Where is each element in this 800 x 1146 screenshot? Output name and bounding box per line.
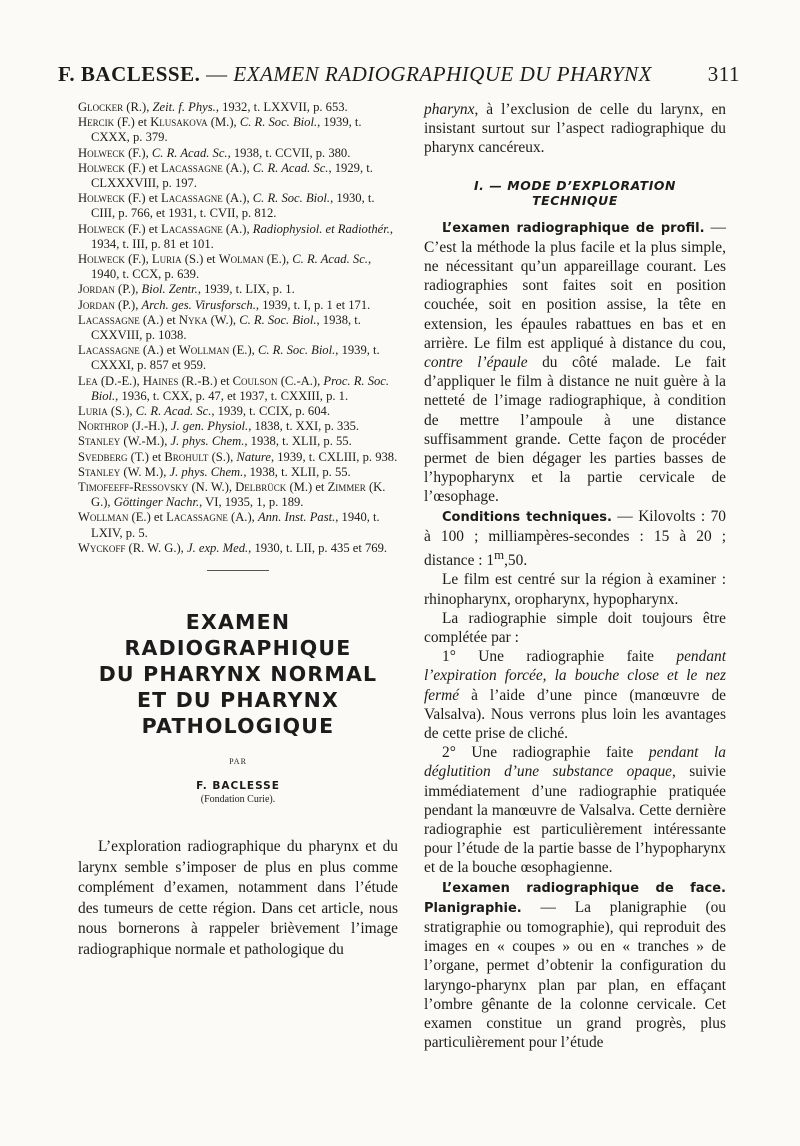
ref-text: (A.), [222, 160, 253, 175]
profil-paragraph [424, 218, 726, 507]
reference-item [78, 161, 398, 191]
ref-journal: J. exp. Med. [186, 540, 249, 555]
ref-author: Holweck [78, 145, 125, 160]
ref-author: Lacassagne [78, 312, 140, 327]
header-dash: — [200, 62, 234, 86]
ref-author: Glocker [78, 100, 124, 114]
ref-author: Wollman [78, 510, 129, 525]
ref-text: (W. M.), [120, 464, 170, 479]
ref-text: , 1939, t. CXLIII, p. 938. [270, 449, 398, 464]
ref-text: (E.), [263, 252, 293, 267]
item1-italic: pendant l’expiration forcée, la bouche close et le nez fermé [424, 648, 726, 704]
running-header [58, 62, 740, 92]
ref-author: Jordan [78, 297, 115, 312]
ref-text: (S.), [107, 404, 136, 419]
ref-author: Hercik [78, 115, 115, 130]
ref-text: , 1930, t. LII, p. 435 et 769. [248, 540, 388, 555]
conditions-text-b: ,50. [504, 552, 528, 570]
profil-italic: contre l’épaule [424, 354, 528, 372]
ref-journal: Arch. ges. Virusforsch. [141, 297, 256, 312]
ref-author: Brohult [164, 449, 209, 464]
pharynx-word: pharynx [424, 101, 475, 118]
reference-item [78, 343, 398, 373]
ref-journal: C. R. Soc. Biol. [252, 191, 331, 206]
ref-journal: Radiophysiol. et Radiothér. [252, 221, 390, 236]
item2-italic: pendant la déglutition d’une substance opaque [424, 744, 726, 781]
ref-author: Delbrück [235, 480, 287, 495]
ref-text: (N. W.), [188, 480, 236, 495]
article-title-line: EXAMEN [185, 610, 291, 635]
reference-item [78, 313, 398, 343]
item2-text-a: 2° Une radiographie faite [442, 744, 649, 762]
ref-text: (D.-E.), [97, 373, 143, 388]
ref-author: Nyka [178, 312, 208, 327]
ref-journal: C. R. Acad. Sc. [252, 160, 329, 175]
ref-author: Klusakova [150, 115, 208, 130]
ref-author: Holweck [78, 191, 125, 206]
ref-text: (W.-M.), [120, 434, 171, 449]
reference-item [78, 282, 398, 297]
ref-author: Lacassagne [161, 160, 223, 175]
item-1 [424, 647, 726, 743]
left-column [78, 100, 398, 975]
ref-text: , 1838, t. XXI, p. 335. [248, 419, 360, 434]
ref-text: (R. W. G.), [125, 540, 187, 555]
reference-item [78, 465, 398, 480]
ref-journal: C. R. Soc. Biol. [239, 312, 317, 327]
ref-text: (F.) et [124, 160, 161, 175]
ref-text: (S.) et [181, 252, 219, 267]
ref-text: (A.), [222, 221, 253, 236]
ref-text: (A.), [222, 191, 253, 206]
ref-author: Haines [142, 373, 179, 388]
ref-text: , 1936, t. CXX, p. 47, et 1937, t. CXXIII, p. 1. [115, 388, 349, 403]
header-title: EXAMEN RADIOGRAPHIQUE DU PHARYNX [233, 62, 652, 86]
ref-text: , 1932, t. LXXVII, p. 653. [215, 100, 348, 114]
ref-text: , 1938, t. XLII, p. 55. [244, 434, 352, 449]
reference-item [78, 191, 398, 221]
ref-text: , 1940, t. CCX, p. 639. [91, 252, 372, 282]
ref-journal: J. phys. Chem. [169, 464, 244, 479]
simple-paragraph: La radiographie simple doit toujours être complétée par : [424, 609, 726, 646]
reference-item [78, 510, 398, 540]
reference-item [78, 222, 398, 252]
article-author: F. BACLESSE [196, 780, 280, 793]
reference-item [78, 252, 398, 282]
reference-item [78, 480, 398, 510]
ref-text: (M.), [207, 115, 240, 130]
ref-journal: C. R. Acad. Sc. [292, 252, 368, 267]
ref-text: , 1939, t. CCIX, p. 604. [211, 404, 330, 419]
reference-item [78, 541, 398, 556]
ref-journal: Biol. Zentr. [141, 282, 198, 297]
section-heading-line1: I. — MODE D’EXPLORATION [473, 177, 677, 193]
right-column [424, 100, 726, 1052]
profil-heading: L’examen radiographique de profil. [442, 220, 705, 236]
ref-text: , 1939, t. CXXX, p. 379. [91, 115, 362, 145]
item-2 [424, 743, 726, 877]
ref-author: Jordan [78, 282, 115, 297]
ref-text: (K. G.), [91, 480, 386, 510]
face-text: — La planigraphie (ou stratigraphie ou tomographie), qui reproduit des images en « coupes » ou en « tranches » de l’organe, permet d’obtenir la configuration du laryngo-pharynx plan par plan, en effaçant l’ombre gênante de la colonne cervicale. Cet examen constitue un grand progrès, plus particulièrement pour l’étude [424, 898, 726, 1052]
conditions-paragraph [424, 507, 726, 571]
ref-text: (E.) et [128, 510, 167, 525]
ref-author: Lacassagne [78, 343, 140, 358]
ref-text: (A.) et [139, 312, 179, 327]
ref-text: (F.) et [114, 115, 151, 130]
ref-author: Holweck [78, 252, 125, 267]
ref-journal: Nature [236, 449, 271, 464]
ref-author: Northrop [78, 419, 129, 434]
ref-journal: C. R. Soc. Biol. [257, 343, 336, 358]
film-paragraph: Le film est centré sur la région à examiner : rhinopharynx, oropharynx, hypopharynx. [424, 571, 726, 608]
ref-journal: C. R. Soc. Biol. [239, 115, 318, 130]
ref-text: (F.), [124, 252, 152, 267]
article-title-line: RADIOGRAPHIQUE [124, 636, 352, 661]
reference-item [78, 434, 398, 449]
ref-text: (R.-B.) et [178, 373, 233, 388]
ref-author: Svedberg [78, 449, 128, 464]
section-heading-line2: TECHNIQUE [532, 192, 618, 208]
reference-item [78, 298, 398, 313]
ref-author: Luria [151, 252, 182, 267]
face-heading: L’examen radiographique de face. Planigraphie. [424, 880, 726, 916]
ref-text: (P.), [114, 282, 142, 297]
ref-text: (M.) et [286, 480, 328, 495]
ref-author: Lacassagne [161, 191, 223, 206]
ref-journal: J. gen. Physiol. [170, 419, 249, 434]
ref-journal: J. phys. Chem. [170, 434, 245, 449]
item1-text-a: 1° Une radiographie faite [442, 648, 677, 666]
ref-text: (P.), [114, 297, 142, 312]
ref-text: (R.), [123, 100, 153, 114]
ref-author: Lea [78, 373, 98, 388]
ref-author: Wollman [178, 343, 230, 358]
ref-author: Holweck [78, 160, 125, 175]
ref-author: Stanley [78, 464, 121, 479]
ref-text: (F.) et [124, 221, 161, 236]
conditions-text-a: — Kilovolts : 70 à 100 ; milliampères-secondes : 15 à 20 ; distance : 1 [424, 507, 726, 570]
ref-text: (A.), [227, 510, 258, 525]
ref-text: (W.), [207, 312, 240, 327]
ref-text: , 1939, t. LIX, p. 1. [197, 282, 295, 297]
ref-text: , 1939, t. I, p. 1 et 171. [255, 297, 371, 312]
ref-journal: Göttinger Nachr. [113, 495, 200, 510]
reference-item [78, 450, 398, 465]
reference-item [78, 419, 398, 434]
section-heading [424, 178, 726, 208]
reference-item [78, 374, 398, 404]
ref-text: , 1938, t. CXXVIII, p. 1038. [91, 312, 361, 343]
ref-journal: Ann. Inst. Past. [257, 510, 336, 525]
ref-author: Luria [78, 404, 108, 419]
reference-item [78, 146, 398, 161]
ref-author: Wyckoff [78, 540, 126, 555]
ref-text: (A.) et [139, 343, 179, 358]
page-number: 311 [707, 62, 740, 86]
reference-list [78, 100, 398, 556]
ref-journal: C. R. Acad. Sc. [135, 404, 212, 419]
continued-paragraph [424, 100, 726, 158]
continued-text: , à l’exclusion de celle du larynx, en insistant surtout sur l’aspect radiographique du pharynx cancéreux. [424, 101, 726, 157]
ref-author: Zimmer [327, 480, 366, 495]
ref-text: (S.), [208, 449, 237, 464]
ref-text: , 1929, t. CLXXXVIII, p. 197. [91, 160, 373, 191]
ref-journal: Proc. R. Soc. Biol. [91, 373, 390, 403]
ref-author: Lacassagne [161, 221, 223, 236]
ref-text: , 1938, t. XLII, p. 55. [243, 464, 351, 479]
ref-author: Wolman [218, 252, 264, 267]
ref-author: Timofeeff-Ressovsky [78, 480, 189, 495]
ref-author: Lacassagne [166, 510, 228, 525]
reference-item [78, 115, 398, 145]
ref-journal: Zeit. f. Phys. [152, 100, 216, 114]
reference-item [78, 404, 398, 419]
reference-item [78, 100, 398, 115]
item2-text-b: , suivie immédiatement d’une radiographie pratiquée pendant la manœuvre de Valsalva. Cette dernière radiographie est particulièrement intéressante pour l’étude de la partie basse de l’hypopharynx et de la bouche œsophagienne. [424, 763, 726, 877]
ref-text: (E.), [229, 343, 258, 358]
ref-text: (F.) et [124, 191, 161, 206]
ref-text: (T.) et [127, 449, 165, 464]
header-author: F. BACLESSE. [58, 62, 201, 86]
section-divider [207, 570, 269, 571]
ref-text: , 1938, t. CCVII, p. 380. [227, 145, 351, 160]
ref-text: , 1940, t. LXIV, p. 5. [91, 510, 380, 540]
conditions-heading: Conditions techniques. [442, 509, 612, 525]
article-title [78, 609, 398, 739]
intro-paragraph: L’exploration radiographique du pharynx et du larynx semble s’imposer de plus en plus comme complément d’examen, notamment dans l’étude des tumeurs de cette région. Dans cet article, nous nous bornerons à rappeler brièvement l’image radiographique normale et pathologique du [78, 838, 398, 958]
conditions-sup: m [494, 548, 505, 563]
article-title-line: ET DU PHARYNX [136, 688, 340, 713]
ref-text: (J.-H.), [128, 419, 171, 434]
face-paragraph [424, 878, 726, 1053]
profil-text-a: — C’est la méthode la plus facile et la plus simple, ne nécessitant qu’un appareillage courant. Les radiographies sont faites soit en position couchée, soit en position assise, la tête en extension, les épaules rabattues en bas et en arrière. Le film est appliqué à distance du cou, [424, 218, 726, 352]
ref-text: , VI, 1935, 1, p. 189. [199, 495, 304, 510]
article-title-line: PATHOLOGIQUE [141, 714, 335, 739]
ref-text: (C.-A.), [277, 373, 324, 388]
ref-text: , 1930, t. CIII, p. 766, et 1931, t. CVII, p. 812. [91, 191, 375, 221]
par-label: PAR [229, 757, 247, 767]
profil-text-b: du côté malade. Le fait d’appliquer le film à distance ne nuit guère à la netteté de l’image radiographique, à condition de mettre l’ampoule à une distance suffisamment grande. Cette façon de procéder permet de bien dégager les parties basses de l’hypopharynx et la partie cervicale de l’œsophage. [424, 354, 726, 506]
ref-text: , 1934, t. III, p. 81 et 101. [91, 221, 394, 251]
ref-text: (F.), [124, 145, 152, 160]
item1-text-b: à l’aide d’une pince (manœuvre de Valsalva). Nous verrons plus loin les avantages de cette prise de cliché. [424, 686, 726, 743]
ref-author: Coulson [232, 373, 278, 388]
ref-journal: C. R. Acad. Sc. [151, 145, 228, 160]
ref-author: Holweck [78, 221, 125, 236]
article-affiliation: (Fondation Curie). [200, 794, 276, 806]
ref-author: Stanley [78, 434, 121, 449]
ref-text: , 1939, t. CXXXI, p. 857 et 959. [91, 343, 380, 373]
article-title-line: DU PHARYNX NORMAL [98, 662, 378, 687]
